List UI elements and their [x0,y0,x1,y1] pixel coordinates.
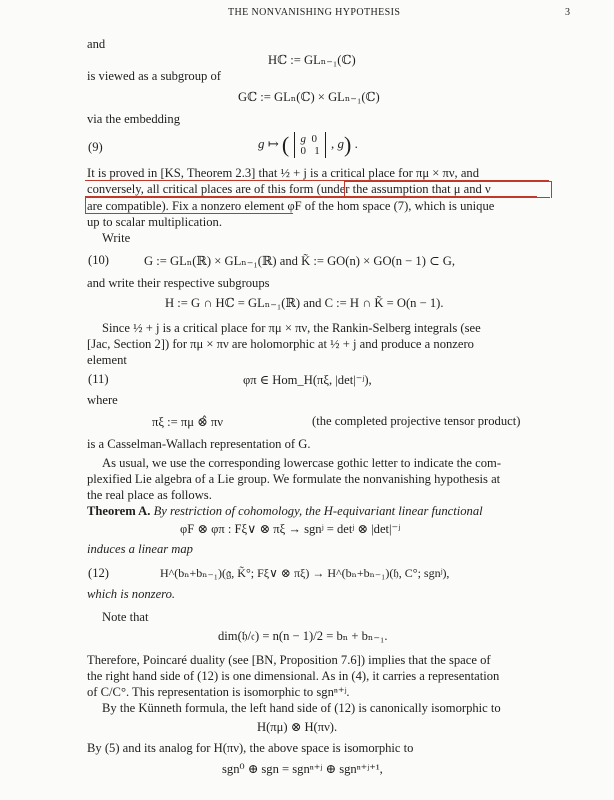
text-line: the real place as follows. [87,488,212,502]
theorem-label: Theorem A. [87,504,151,518]
text-line: conversely, all critical places are of this form (under the assumption that μ and ν [87,182,491,196]
text-line: and write their respective subgroups [87,276,270,290]
page-number: 3 [565,7,571,18]
equation: H^(bₙ+bₙ₋₁)(𝔤, K̃°; Fξ∨ ⊗ πξ) → H^(bₙ+bₙ₋₁)(𝔥, C°; sgnʲ), [160,566,450,580]
equation-number: (10) [88,253,109,267]
annotation-box-left [85,197,86,213]
text-line: It is proved in [KS, Theorem 2.3] that ½ + j is a critical place for πμ × πν, and [87,166,480,180]
equation: H := G ∩ Hℂ = GLₙ₋₁(ℝ) and C := H ∩ K̃ = O(n − 1). [165,296,444,310]
equation: Hℂ := GLₙ₋₁(ℂ) [268,53,356,67]
text-line: is viewed as a subgroup of [87,69,221,83]
equation: φF ⊗ φπ : Fξ∨ ⊗ πξ → sgnʲ = detʲ ⊗ |det|⁻ʲ [180,522,401,536]
text-line: where [87,393,118,407]
text-line: and [87,37,106,51]
text-line: via the embedding [87,112,181,126]
equation-number: (11) [88,372,109,386]
text-line: Since ½ + j is a critical place for πμ × πν, the Rankin-Selberg integrals (see [102,321,481,335]
text-line: is a Casselman-Wallach representation of G. [87,437,311,451]
text-line: [Jac, Section 2]) for πμ × πν are holomorphic at ½ + j and produce a nonzero [87,337,474,351]
equation-note: (the completed projective tensor product) [312,414,521,428]
text-line: By the Künneth formula, the left hand side of (12) is canonically isomorphic to [102,701,501,715]
equation: dim(𝔥/𝔠) = n(n − 1)/2 = bₙ + bₙ₋₁. [218,629,388,643]
theorem-statement [87,503,483,519]
text-line: the right hand side of (12) is one dimensional. As in (4), it carries a representation [87,669,500,683]
text-line: By (5) and its analog for H(πν), the above space is isomorphic to [87,741,414,755]
text-line: As usual, we use the corresponding lowercase gothic letter to indicate the com- [102,456,502,470]
text-line: of C/C°. This representation is isomorphic to sgnⁿ⁺ʲ. [87,685,350,699]
equation-number: (9) [88,140,103,154]
text-line: induces a linear map [87,542,193,556]
equation: Gℂ := GLₙ(ℂ) × GLₙ₋₁(ℂ) [238,90,380,104]
text-line: are compatible). Fix a nonzero element φF of the hom space (7), which is unique [87,199,495,213]
text-line: Note that [102,610,149,624]
text-line: Therefore, Poincaré duality (see [BN, Proposition 7.6]) implies that the space of [87,653,491,667]
equation-number: (12) [88,566,109,580]
text-line: up to scalar multiplication. [87,215,223,229]
text-line: plexified Lie algebra of a Lie group. We formulate the nonvanishing hypothesis at [87,472,501,486]
equation: sgn⁰ ⊕ sgn = sgnⁿ⁺ʲ ⊕ sgnⁿ⁺ʲ⁺¹, [222,762,383,776]
equation: H(πμ) ⊗ H(πν). [257,720,338,734]
text-line: which is nonzero. [87,587,176,601]
text-line: Write [102,231,131,245]
equation-embedding: g ↦ ( g 0 0 1 , g) . [258,132,358,157]
equation: πξ := πμ ⊗̂ πν [152,415,223,429]
theorem-text: By restriction of cohomology, the H-equivariant linear functional [153,504,483,518]
equation: φπ ∈ Hom_H(πξ, |det|⁻ʲ), [243,373,372,387]
text-line: element [87,353,127,367]
running-header: THE NONVANISHING HYPOTHESIS [228,7,401,18]
equation: G := GLₙ(ℝ) × GLₙ₋₁(ℝ) and K̃ := GO(n) × GO(n − 1) ⊂ G, [144,254,456,268]
